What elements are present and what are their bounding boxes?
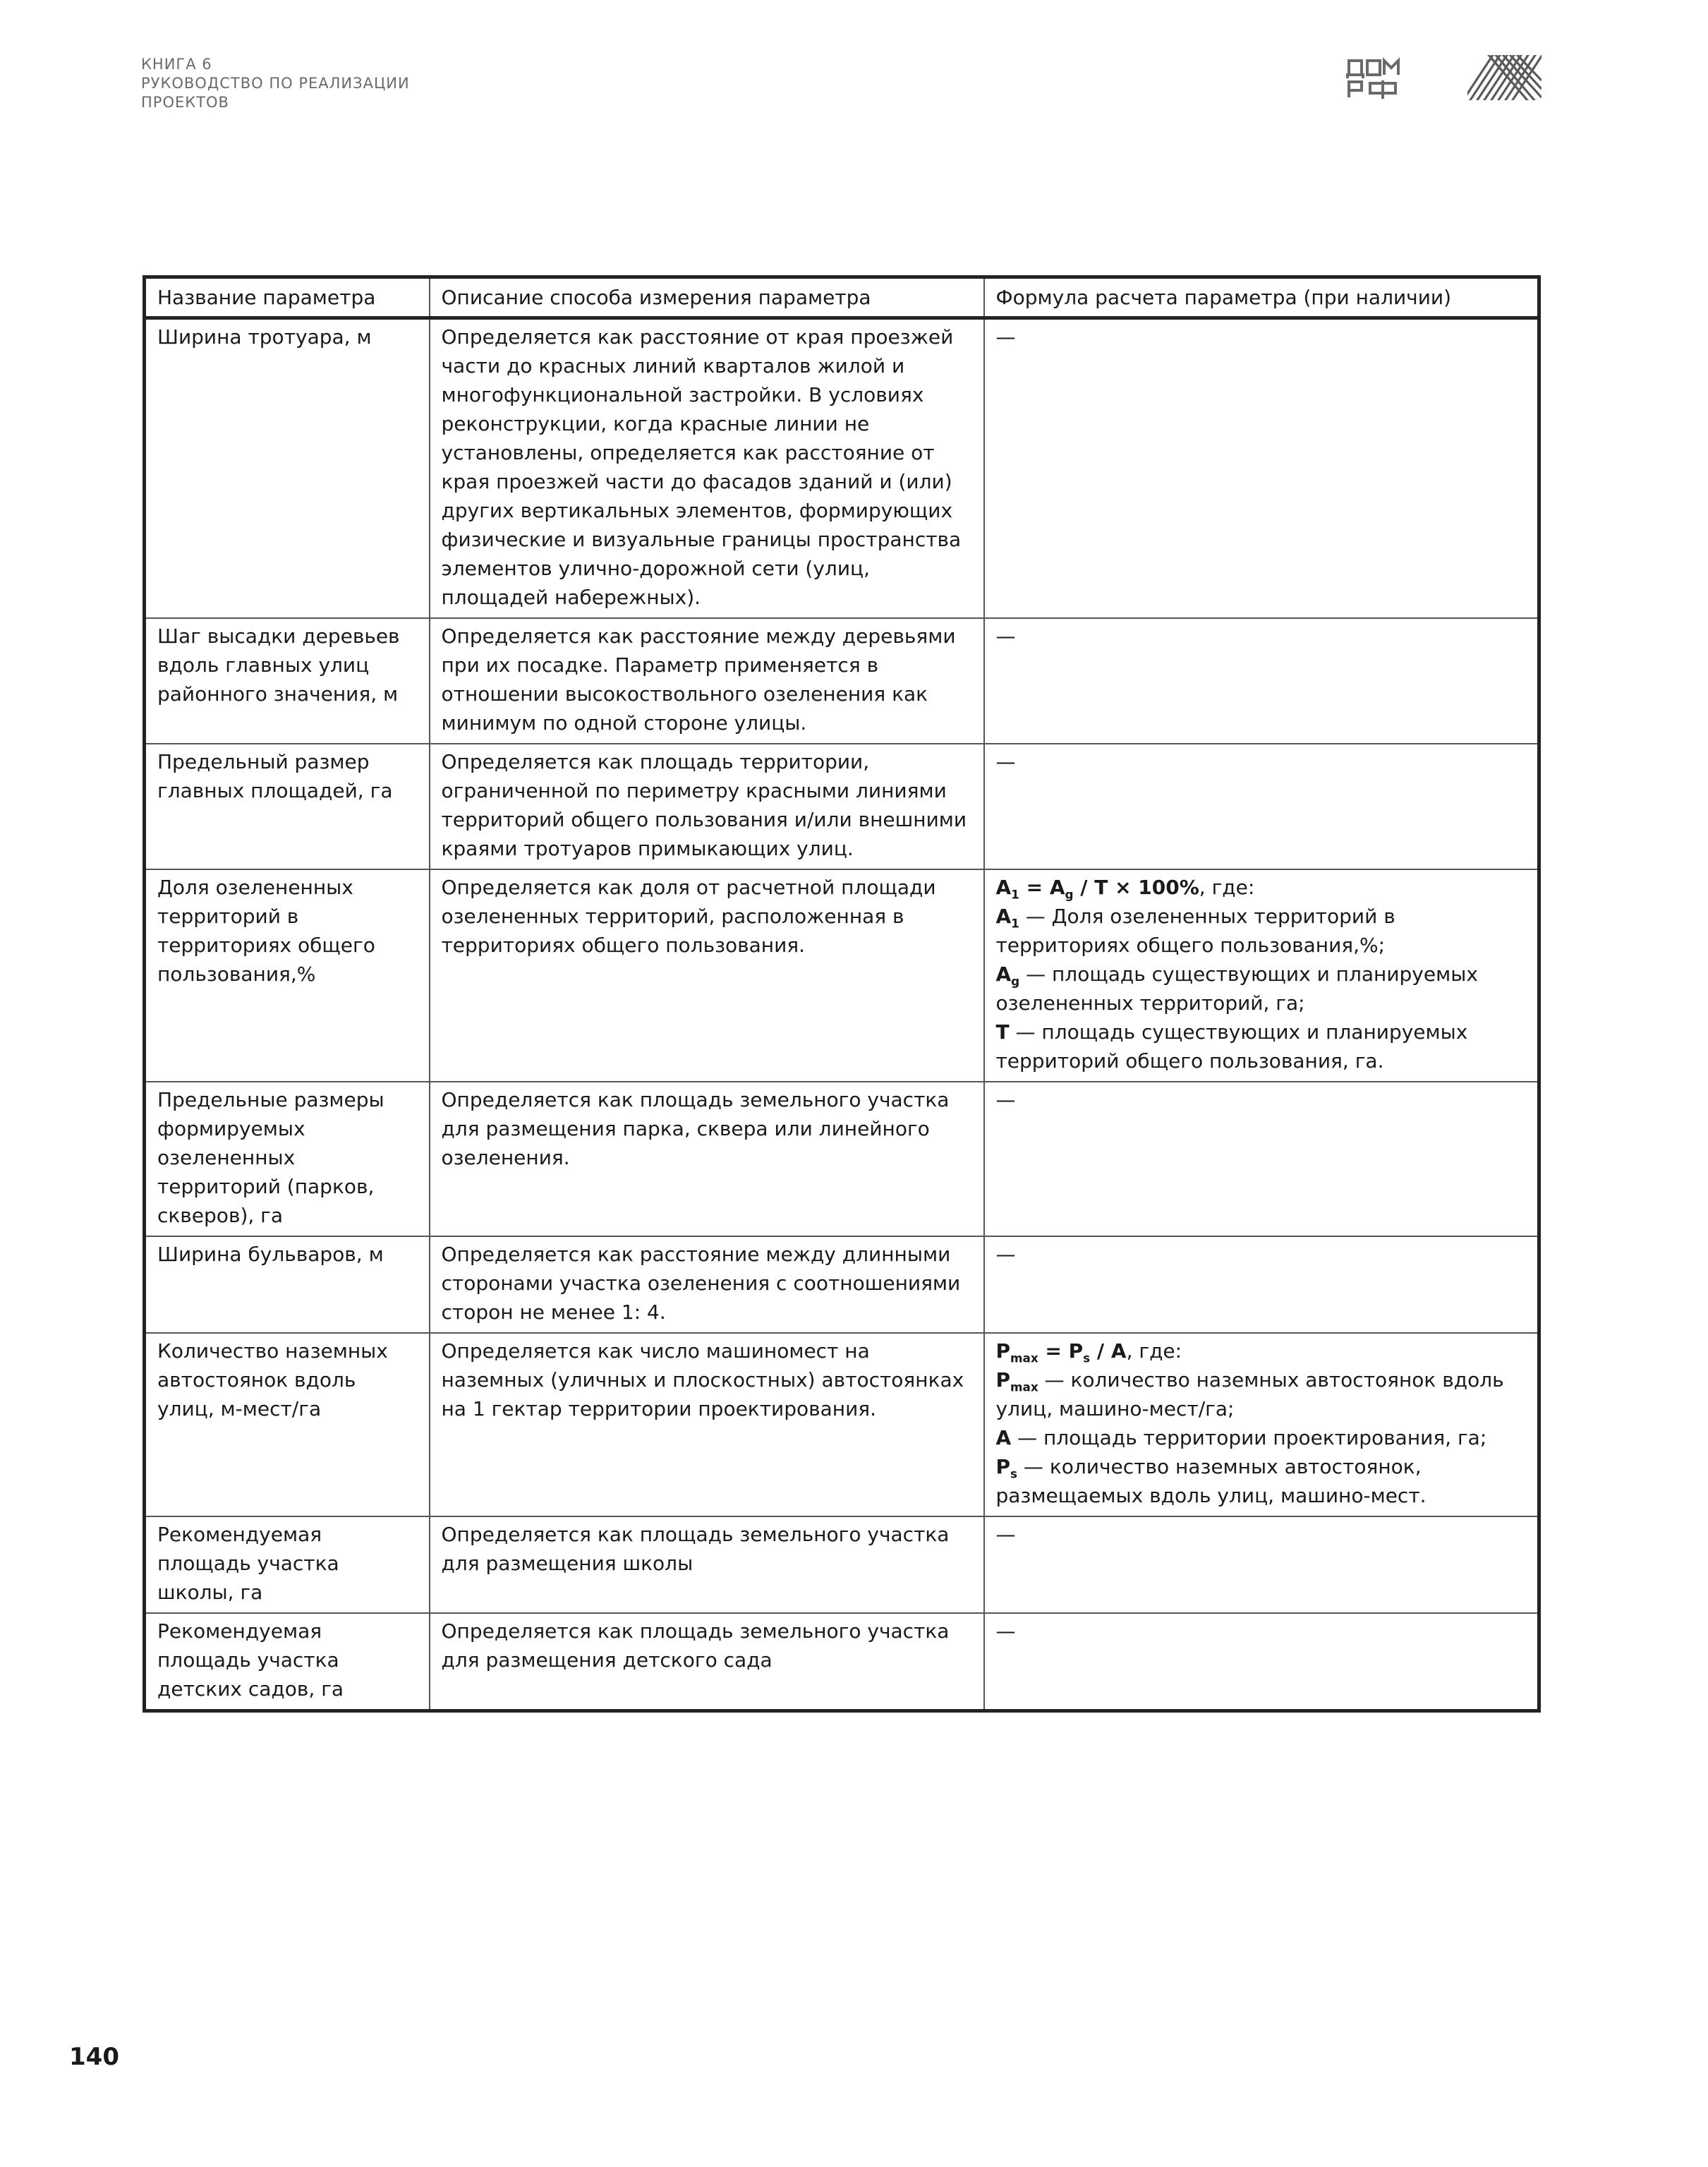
table-header-row <box>145 277 1539 318</box>
formula-line: $A_1$ — Доля озелененных территорий в территориях общего пользования,%; <box>995 905 1395 957</box>
formula-line: $A_g$ — площадь существующих и планируемых озелененных территорий, га; <box>995 962 1478 1015</box>
parameter-formula <box>984 1333 1539 1516</box>
diagonal-lines-logo-icon <box>1467 55 1542 100</box>
parameter-description: Определяется как расстояние между длинными сторонами участка озеленения с соотношениями сторон не менее 1: 4. <box>430 1236 984 1333</box>
parameter-name: Количество наземных автостоянок вдоль улиц, м-мест/га <box>145 1333 430 1516</box>
parameter-description: Определяется как число машиномест на наземных (уличных и плоскостных) автостоянках на 1 гектар территории проектирования. <box>430 1333 984 1516</box>
header-parameter-name: Название параметра <box>145 277 430 318</box>
parameter-description: Определяется как доля от расчетной площади озелененных территорий, расположенная в территориях общего пользования. <box>430 869 984 1082</box>
parameter-formula: — <box>984 1236 1539 1333</box>
parameter-description: Определяется как площадь земельного участка для размещения парка, сквера или линейного озеленения. <box>430 1082 984 1236</box>
parameter-name: Предельный размер главных площадей, га <box>145 744 430 869</box>
parameter-description: Определяется как площадь земельного участка для размещения школы <box>430 1516 984 1613</box>
parameter-formula: — <box>984 618 1539 744</box>
formula-line: T — площадь существующих и планируемых территорий общего пользования, га. <box>995 1020 1468 1073</box>
parameter-name: Шаг высадки деревьев вдоль главных улиц районного значения, м <box>145 618 430 744</box>
table-row <box>145 1082 1539 1236</box>
formula-line: $P_s$ — количество наземных автостоянок, размещаемых вдоль улиц, машино-мест. <box>995 1455 1427 1507</box>
parameters-table <box>143 275 1541 1713</box>
parameter-name: Доля озелененных территорий в территориях общего пользования,% <box>145 869 430 1082</box>
parameter-formula: — <box>984 1613 1539 1711</box>
running-header <box>141 55 410 112</box>
table-row <box>145 1613 1539 1711</box>
header-measurement-description: Описание способа измерения параметра <box>430 277 984 318</box>
parameter-formula: — <box>984 1082 1539 1236</box>
parameter-description: Определяется как площадь территории, ограниченной по периметру красными линиями территорий общего пользования и/или внешними краями тротуаров примыкающих улиц. <box>430 744 984 869</box>
table-row <box>145 1333 1539 1516</box>
parameter-name: Ширина бульваров, м <box>145 1236 430 1333</box>
parameter-name: Ширина тротуара, м <box>145 318 430 619</box>
formula-line: A — площадь территории проектирования, га; <box>995 1426 1487 1449</box>
table-row <box>145 869 1539 1082</box>
parameter-formula: — <box>984 1516 1539 1613</box>
table-row <box>145 318 1539 619</box>
parameter-name: Рекомендуемая площадь участка школы, га <box>145 1516 430 1613</box>
parameter-description: Определяется как площадь земельного участка для размещения детского сада <box>430 1613 984 1711</box>
table-row <box>145 618 1539 744</box>
parameter-name: Рекомендуемая площадь участка детских садов, га <box>145 1613 430 1711</box>
table-row <box>145 1236 1539 1333</box>
formula-line: $P_{max}$ — количество наземных автостоянок вдоль улиц, машино-мест/га; <box>995 1368 1504 1420</box>
header-line-1: КНИГА 6 <box>141 56 212 73</box>
parameter-formula <box>984 869 1539 1082</box>
parameter-description: Определяется как расстояние между деревьями при их посадке. Параметр применяется в отношении высокоствольного озеленения как минимум по одной стороне улицы. <box>430 618 984 744</box>
header-line-2: РУКОВОДСТВО ПО РЕАЛИЗАЦИИ <box>141 75 410 92</box>
table-row <box>145 1516 1539 1613</box>
formula-line: $P_{max} = P_s / A$, где: <box>995 1339 1182 1365</box>
parameter-formula: — <box>984 744 1539 869</box>
dom-rf-logo-icon <box>1346 55 1404 100</box>
parameter-name: Предельные размеры формируемых озелененных территорий (парков, скверов), га <box>145 1082 430 1236</box>
formula-line: $A_1 = A_g / T \times 100\%$, где: <box>995 876 1255 902</box>
parameter-description: Определяется как расстояние от края проезжей части до красных линий кварталов жилой и многофункциональной застройки. В условиях реконструкции, когда красные линии не установлены, определяется как расстояние от края проезжей части до фасадов зданий и (или) других вертикальных элементов, формирующих физические и визуальные границы пространства элементов улично-дорожной сети (улиц, площадей набережных). <box>430 318 984 619</box>
header-line-3: ПРОЕКТОВ <box>141 94 229 111</box>
table-row <box>145 744 1539 869</box>
header-formula: Формула расчета параметра (при наличии) <box>984 277 1539 318</box>
page-number: 140 <box>69 2043 119 2071</box>
parameter-formula: — <box>984 318 1539 619</box>
